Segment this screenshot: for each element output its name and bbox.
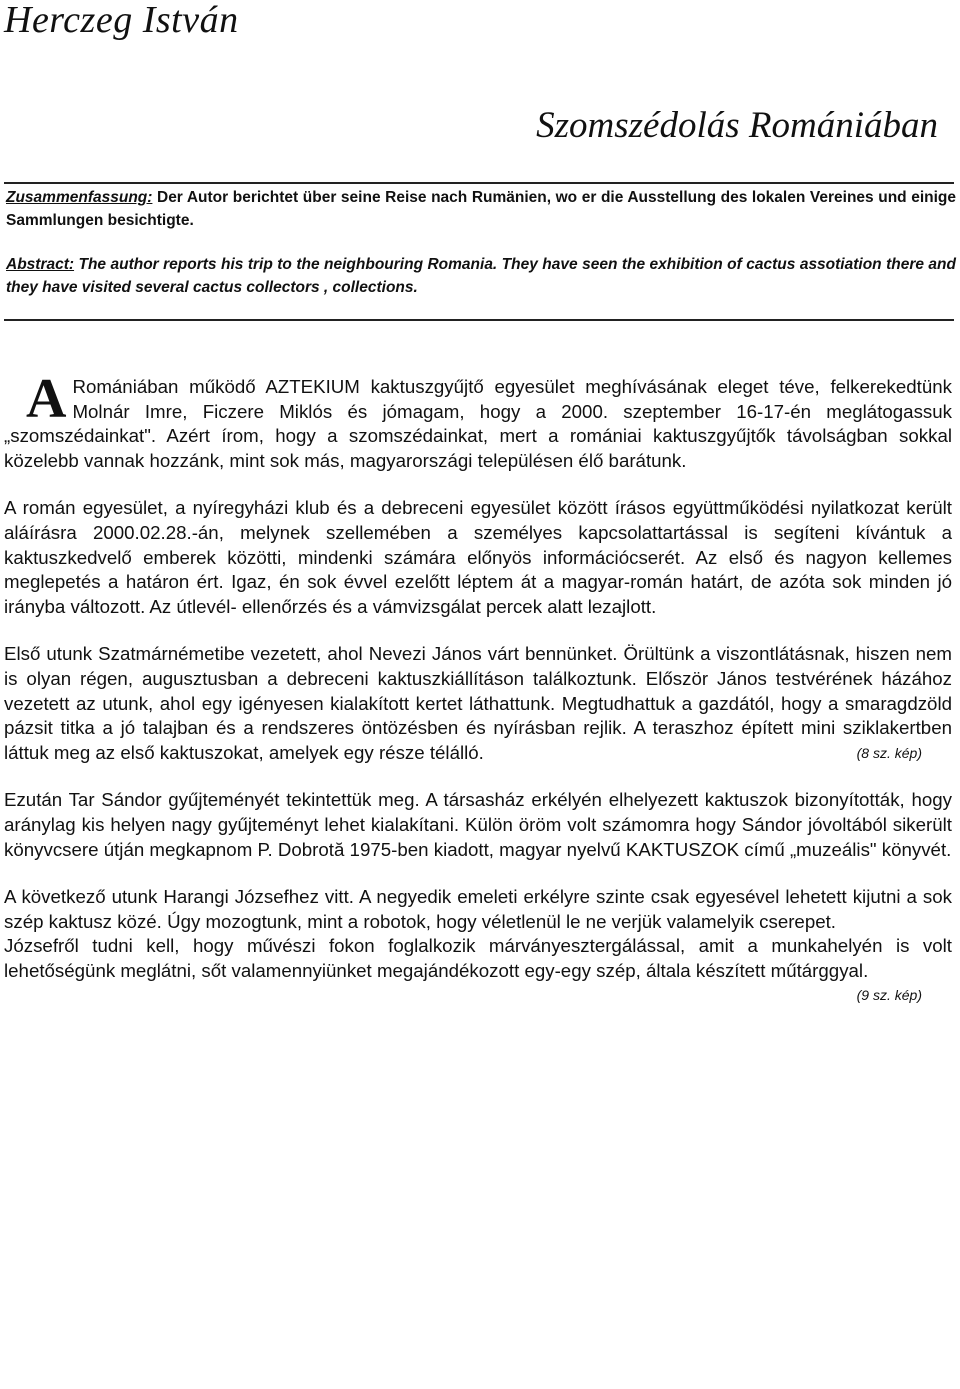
paragraph-6-text: Józsefről tudni kell, hogy művészi fokon foglalkozik márványesztergálással, amit a munkahelyén is volt lehetőségünk meglátni, sőt valamennyiünket megajándékozott egy-egy szép, általa készített műtárggyal. <box>4 935 952 981</box>
abstract-english-text: The author reports his trip to the neighbouring Romania. They have seen the exhibition of cactus assotiation there and they have visited several cactus collectors , collections. <box>6 256 956 296</box>
abstract-german-text: Der Autor berichtet über seine Reise nach Rumänien, wo er die Ausstellung des lokalen Vereines und einige Sammlungen besichtigte. <box>6 189 956 229</box>
paragraph-1 <box>4 368 952 473</box>
paragraph-3 <box>4 642 952 765</box>
drop-cap: A <box>26 368 67 430</box>
abstract-german-label: Zusammenfassung: <box>6 189 153 206</box>
paragraph-2: A román egyesület, a nyíregyházi klub és a debreceni egyesület között írásos együttműködési nyilatkozat került aláírásra 2000.02.28.-án, melynek szellemében a személyes kapcsolattartással is segíteni kívántuk a kaktuszkedvelő emberek közötti, mindenki számára előnyös információcserét. Az első és nagyon kellemes meglepetés a határon ért. Igaz, én sok évvel ezelőtt léptem át a magyar-román határt, de azóta sok minden jó irányba változott. Az útlevél- ellenőrzés és a vámvizsgálat percek alatt lezajlott. <box>4 497 952 617</box>
paragraph-4: Ezután Tar Sándor gyűjteményét tekintettük meg. A társasház erkélyén elhelyezett kaktuszok bizonyították, hogy aránylag kis helyen nagy gyűjteményt lehet kialakítani. Külön öröm volt számomra hogy Sándor jóvoltából sikerült könyvcsere útján megkapnom P. Dobrotă 1975-ben kiadott, magyar nyelvű KAKTUSZOK című „muzeális" könyvét. <box>4 789 952 860</box>
article-body <box>4 368 952 1008</box>
photo-caption-9: (9 sz. kép) <box>856 987 922 1004</box>
author-name: Herczeg István <box>4 0 239 41</box>
abstracts-block <box>6 186 956 299</box>
abstracts <box>6 186 956 299</box>
abstract-top-rule <box>4 182 954 184</box>
paragraph-3-text: Első utunk Szatmárnémetibe vezetett, ahol Nevezi János várt bennünket. Örültünk a viszontlátásnak, hiszen nem is olyan régen, augusztusban a debreceni kaktuszkiállításon találkoztunk. Először János testvérének házához vezetett az utunk, ahol egy igényesen kialakított kertet láthattunk. Megtudhattuk a gazdától, hogy a smaragdzöld pázsit titka a jó talajban és a rendszeres öntözésben és nyírásban rejlik. A teraszhoz épített mini sziklakertben láttuk meg az első kaktuszokat, amelyek egy része télálló. <box>4 643 952 763</box>
abstract-bottom-rule <box>4 319 954 321</box>
abstract-english <box>6 253 956 299</box>
abstract-english-label: Abstract: <box>6 256 75 273</box>
photo-caption-8: (8 sz. kép) <box>856 744 922 761</box>
paragraph-6 <box>4 934 952 1004</box>
paragraph-1-text: Romániában működő AZTEKIUM kaktuszgyűjtő egyesület meghívásának eleget téve, felkerekedtünk Molnár Imre, Ficzere Miklós és jómagam, hogy a 2000. szeptember 16-17-én meglátogassuk „szomszédainkat". Azért írom, hogy a szomszédainkat, mert a romániai kaktuszgyűjtők távolságban sokkal közelebb vannak hozzánk, mint sok más, magyarországi településen élő barátunk. <box>4 376 952 471</box>
article-title: Szomszédolás Romániában <box>536 105 938 146</box>
abstract-german <box>6 186 956 232</box>
paragraph-5: A következő utunk Harangi Józsefhez vitt. A negyedik emeleti erkélyre szinte csak egyesével lehetett kijutni a sok szép kaktusz közé. Úgy mozogtunk, mint a robotok, hogy véletlenül le ne verjük valamelyik cserepet. <box>4 886 952 932</box>
